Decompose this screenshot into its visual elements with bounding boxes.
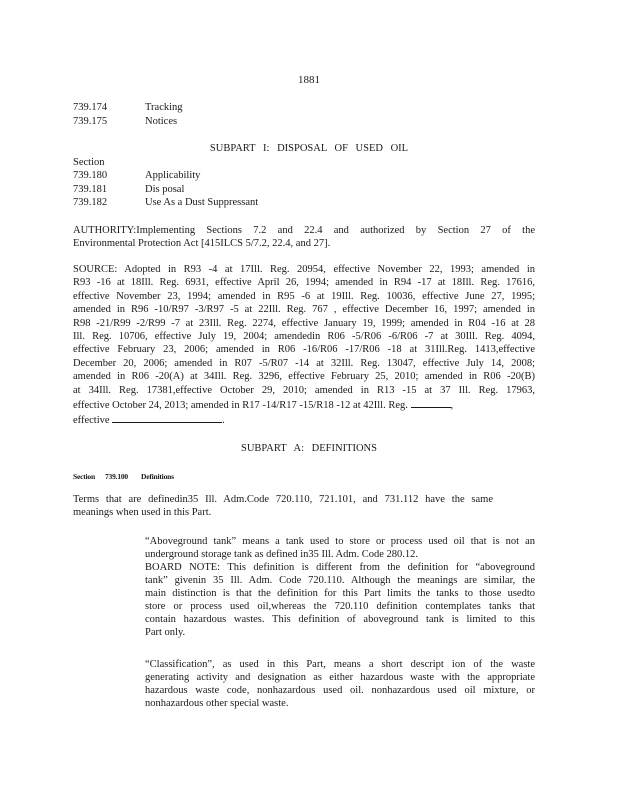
definition-line: underground storage tank as defined in35 Ill. Adm. Code 280.12. — [145, 549, 419, 560]
source-line: effective February 23, 2006; amended in R06 -16/R06 -17/R06 -18 at 31Ill.Reg. 1413,effective — [73, 344, 535, 356]
subpart-a-heading: SUBPART A: DEFINITIONS — [241, 443, 377, 454]
authority-line: Environmental Protection Act [415ILCS 5/7.2, 22.4, and 27]. — [73, 238, 331, 249]
authority-note — [73, 224, 535, 250]
toc-section-title: Dis posal — [145, 184, 185, 195]
source-line: SOURCE: Adopted in R93 -4 at 17Ill. Reg. 20954, effective November 22, 1993; amended in — [73, 264, 535, 275]
authority-line: AUTHORITY:Implementing Sections 7.2 and 22.4 and authorized by Section 27 of the — [73, 225, 535, 236]
toc-section-title: Applicability — [145, 170, 201, 181]
subpart-i-heading: SUBPART I: DISPOSAL OF USED OIL — [209, 143, 409, 154]
toc-entry — [73, 101, 183, 114]
toc-section-number: 739.182 — [73, 197, 108, 208]
definition-line: hazardous waste code, nonhazardous used oil. nonhazardous used oil mixture, or — [145, 685, 535, 696]
source-line: R98 -21/R99 -2/R99 -7 at 23Ill. Reg. 2274, effective January 19, 1999; amended in R04 -16 at 28 — [73, 317, 535, 329]
section-heading-number: 739.100 — [105, 472, 128, 481]
definition-aboveground-tank — [145, 535, 535, 639]
toc-section-number: 739.175 — [73, 116, 108, 127]
section-heading — [73, 470, 174, 483]
section-heading-label: Section — [73, 472, 95, 481]
terms-line: Terms that are definedin35 Ill. Adm.Code 720.110, 721.101, and 731.112 have the same — [73, 494, 493, 505]
definition-line: “Aboveground tank” means a tank used to store or process used oil that is not an — [145, 536, 535, 547]
definition-classification — [145, 658, 535, 710]
blank-line — [411, 397, 451, 408]
toc-entry — [73, 169, 200, 182]
blank-line — [112, 412, 222, 423]
toc-section-number: 739.174 — [73, 102, 108, 113]
source-line: R93 -16 at 18Ill. Reg. 6931, effective April 26, 1994; amended in R94 -17 at 18Ill. Reg. 17616, — [73, 277, 535, 289]
source-line: effective November 23, 1994; amended in R95 -6 at 19Ill. Reg. 10036, effective June 27, 1995; — [73, 290, 535, 302]
source-note — [73, 263, 535, 428]
section-column-label: Section — [73, 157, 105, 168]
terms-paragraph — [73, 493, 493, 519]
board-note-line: contain hazardous wastes. This definition of aboveground tank is limited to this — [145, 614, 535, 625]
toc-entry — [73, 196, 258, 209]
board-note-line: store or process used oil,whereas the 720.110 definition contemplates tanks that — [145, 601, 535, 612]
source-line-text: effective October 24, 2013; amended in R17 -14/R17 -15/R18 -12 at 42Ill. Reg. — [73, 400, 408, 412]
source-line — [73, 397, 535, 412]
toc-section-number: 739.181 — [73, 184, 108, 195]
board-note-line: Part only. — [145, 627, 186, 638]
board-note-line: main distinction is that the definition for this Part limits the tanks to those usedto — [145, 588, 535, 599]
source-line-suffix: . — [222, 415, 225, 427]
toc-section-number: 739.180 — [73, 170, 108, 181]
definition-line: generating activity and designation as either hazardous waste with the appropriate — [145, 672, 535, 683]
definition-line: nonhazardous other special waste. — [145, 698, 289, 709]
source-line — [73, 412, 535, 427]
source-line: Ill. Reg. 10706, effective July 19, 2004; amendedin R06 -5/R06 -6/R06 -7 at 30Ill. Reg. 4094, — [73, 331, 535, 343]
page-number: 1881 — [298, 74, 320, 86]
source-line: at 34Ill. Reg. 17381,effective October 29, 2010; amended in R13 -15 at 37 Ill. Reg. 17963, — [73, 384, 535, 396]
toc-section-title: Tracking — [145, 102, 183, 113]
toc-entry — [73, 183, 184, 196]
source-line: amended in R06 -20(A) at 34Ill. Reg. 3296, effective February 25, 2010; amended in R06 -20(B) — [73, 371, 535, 383]
terms-line: meanings when used in this Part. — [73, 507, 212, 518]
board-note-line: BOARD NOTE: This definition is different from the definition for “aboveground — [145, 562, 535, 573]
definition-line: “Classification”, as used in this Part, means a short descript ion of the waste — [145, 659, 535, 670]
toc-section-title: Use As a Dust Suppressant — [145, 197, 259, 208]
toc-section-title: Notices — [145, 116, 178, 127]
section-heading-title: Definitions — [141, 472, 174, 481]
source-line-text: effective — [73, 415, 110, 427]
source-line: December 20, 2006; amended in R07 -5/R07 -14 at 32Ill. Reg. 13047, effective July 14, 2008; — [73, 357, 535, 369]
source-line: amended in R96 -10/R97 -3/R97 -5 at 22Ill. Reg. 767 , effective December 16, 1997; amended in — [73, 304, 535, 316]
board-note-line: tank” givenin 35 Ill. Adm. Code 720.110. Although the meanings are similar, the — [145, 575, 535, 586]
source-line-suffix: , — [450, 400, 454, 412]
toc-entry — [73, 115, 177, 128]
